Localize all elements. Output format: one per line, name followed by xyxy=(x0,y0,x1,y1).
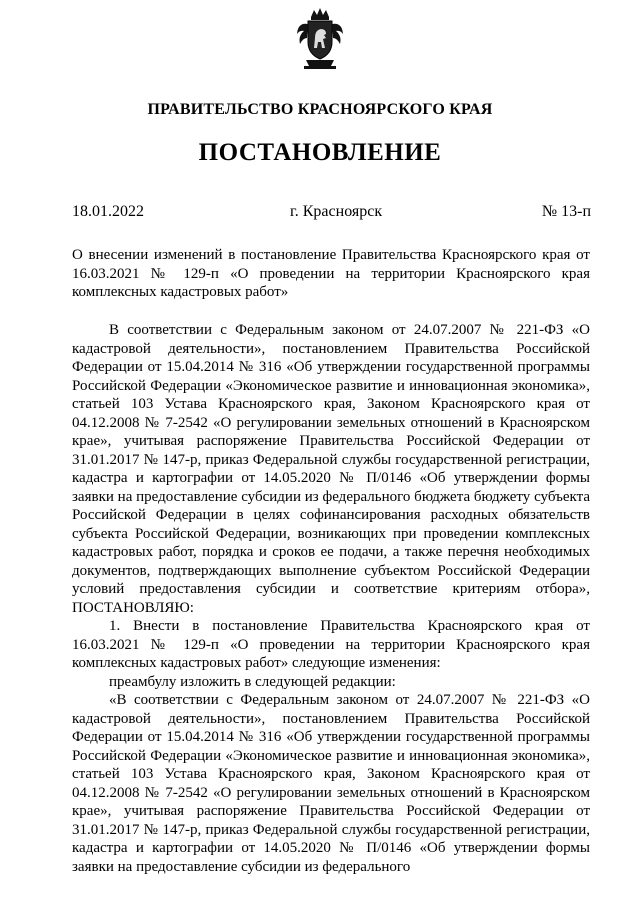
body-paragraph-instruction: преамбулу изложить в следующей редакции: xyxy=(109,673,396,690)
body-paragraph-preamble: В соответствии с Федеральным законом от 24.07.2007 № 221-ФЗ «О кадастровой деятельности», постановлением Правительства Российской Федерации от 15.04.2014 № 316 «Об утверждении государственной программы Российской Федерации «Экономическое развитие и инновационная экономика», статьей 103 Устава Красноярского края, Законом Красноярского края от 04.12.2008 № 7-2542 «О регулировании земельных отношений в Красноярском крае», учитывая распоряжение Правительства Российской Федерации от 31.01.2017 № 147-р, приказ Федеральной службы государственной регистрации, кадастра и картографии от 14.05.2020 № П/0146 «Об утверждении формы заявки на предоставление субсидии из федерального бюджета бюджету субъекта Российской Федерации в целях софинансирования расходных обязательств субъекта Российской Федерации, возникающих при проведении комплексных кадастровых работ, порядка и сроков ее подачи, а также перечня необходимых документов, подтверждающих выполнение субъектом Российской Федерации условий предоставления субсидии и соответствие критериям отбора», ПОСТАНОВЛЯЮ: xyxy=(72,322,590,616)
coat-of-arms-icon xyxy=(296,8,344,70)
document-date: 18.01.2022 xyxy=(72,203,144,220)
government-name: ПРАВИТЕЛЬСТВО КРАСНОЯРСКОГО КРАЯ xyxy=(147,101,493,118)
subject-text: О внесении изменений в постановление Правительства Красноярского края от 16.03.2021 № 129-п «О проведении на территории Красноярского края комплексных кадастровых работ» xyxy=(72,247,590,300)
document-meta-row xyxy=(72,203,591,223)
body-paragraph-new-preamble: «В соответствии с Федеральным законом от 24.07.2007 № 221-ФЗ «О кадастровой деятельности», постановлением Правительства Российской Федерации от 15.04.2014 № 316 «Об утверждении государственной программы Российской Федерации «Экономическое развитие и инновационная экономика», статьей 103 Устава Красноярского края, Законом Красноярского края от 04.12.2008 № 7-2542 «О регулировании земельных отношений в Красноярском крае», учитывая распоряжение Правительства Российской Федерации от 31.01.2017 № 147-р, приказ Федеральной службы государственной регистрации, кадастра и картографии от 14.05.2020 № П/0146 «Об утверждении формы заявки на предоставление субсидии из федерального xyxy=(72,692,590,875)
document-body xyxy=(72,321,590,876)
document-number: № 13-п xyxy=(541,203,591,220)
document-type-title: ПОСТАНОВЛЕНИЕ xyxy=(198,139,442,166)
body-paragraph-item-1: 1. Внести в постановление Правительства Красноярского края от 16.03.2021 № 129-п «О проведении на территории Красноярского края комплексных кадастровых работ» следующие изменения: xyxy=(72,618,590,671)
document-subject xyxy=(72,246,590,302)
document-city: г. Красноярск xyxy=(290,203,383,220)
